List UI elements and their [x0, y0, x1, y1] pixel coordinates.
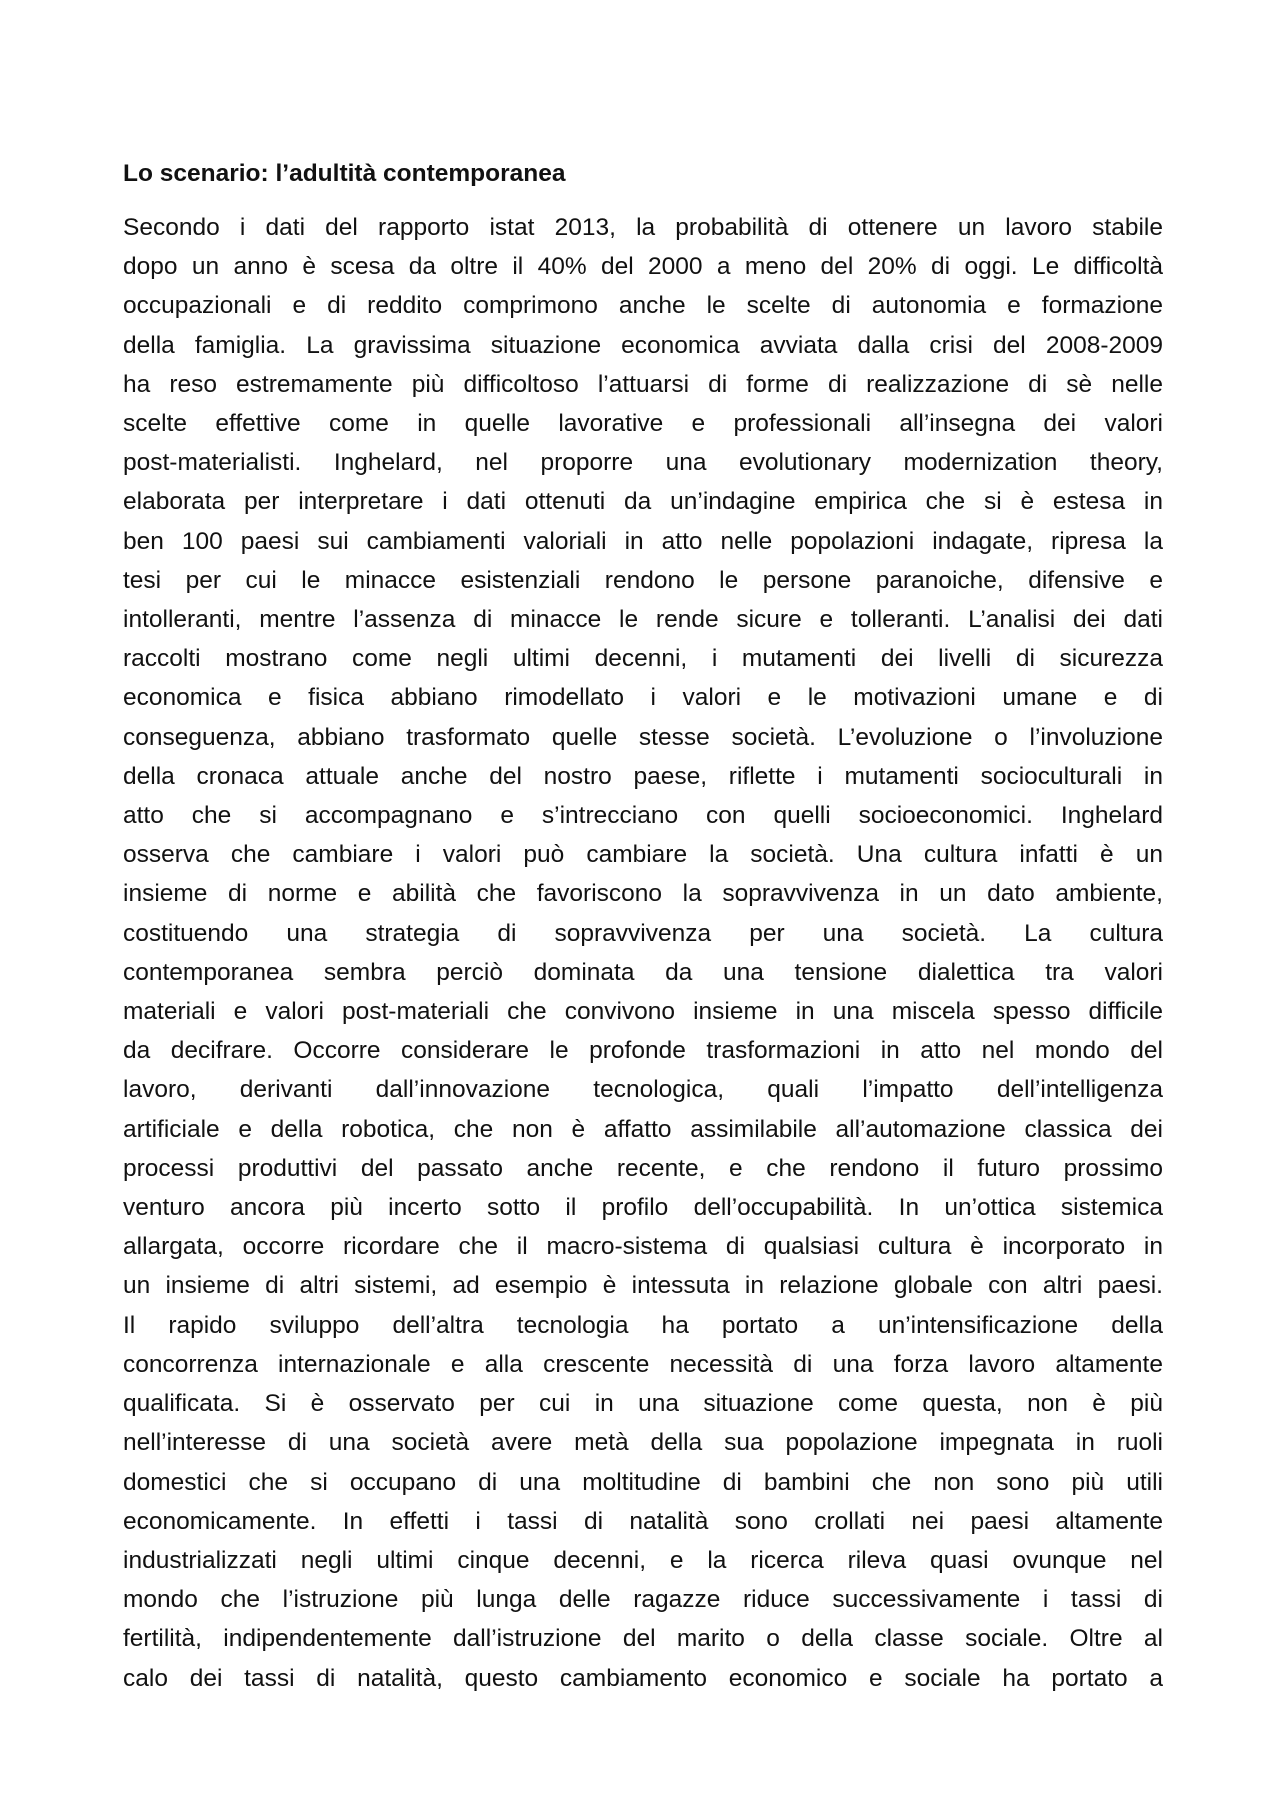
text-line: processi produttivi del passato anche recente, e che rendono il futuro prossimo: [123, 1154, 1163, 1182]
section-title: Lo scenario: l’adultità contemporanea: [123, 160, 566, 187]
text-line: intolleranti, mentre l’assenza di minacce le rende sicure e tolleranti. L’analisi dei dati: [123, 606, 1163, 634]
text-line: economica e fisica abbiano rimodellato i valori e le motivazioni umane e di: [123, 684, 1163, 712]
text-line: atto che si accompagnano e s’intrecciano con quelli socioeconomici. Inghelard: [123, 802, 1163, 830]
text-line: tesi per cui le minacce esistenziali rendono le persone paranoiche, difensive e: [123, 566, 1163, 594]
text-line: qualificata. Si è osservato per cui in una situazione come questa, non è più: [123, 1390, 1163, 1418]
text-line: economicamente. In effetti i tassi di natalità sono crollati nei paesi altamente: [123, 1507, 1163, 1535]
text-line: dopo un anno è scesa da oltre il 40% del 2000 a meno del 20% di oggi. Le difficoltà: [123, 253, 1163, 281]
text-line: materiali e valori post-materiali che convivono insieme in una miscela spesso difficile: [123, 998, 1163, 1026]
text-line: industrializzati negli ultimi cinque decenni, e la ricerca rileva quasi ovunque nel: [123, 1546, 1163, 1574]
text-line: lavoro, derivanti dall’innovazione tecnologica, quali l’impatto dell’intelligenza: [123, 1076, 1163, 1104]
body-paragraph: [123, 208, 1163, 1698]
text-line: insieme di norme e abilità che favoriscono la sopravvivenza in un dato ambiente,: [123, 880, 1163, 908]
text-line: mondo che l’istruzione più lunga delle ragazze riduce successivamente i tassi di: [123, 1586, 1163, 1614]
text-line: Il rapido sviluppo dell’altra tecnologia ha portato a un’intensificazione della: [123, 1311, 1163, 1339]
text-line: raccolti mostrano come negli ultimi decenni, i mutamenti dei livelli di sicurezza: [123, 645, 1163, 673]
document-page: [123, 154, 1163, 1698]
text-line: della famiglia. La gravissima situazione economica avviata dalla crisi del 2008-2009: [123, 331, 1163, 359]
text-line: domestici che si occupano di una moltitudine di bambini che non sono più utili: [123, 1468, 1163, 1496]
text-line: conseguenza, abbiano trasformato quelle stesse società. L’evoluzione o l’involuzione: [123, 723, 1163, 751]
text-line: post-materialisti. Inghelard, nel proporre una evolutionary modernization theory,: [123, 449, 1163, 477]
text-line: occupazionali e di reddito comprimono anche le scelte di autonomia e formazione: [123, 292, 1163, 320]
text-line: artificiale e della robotica, che non è affatto assimilabile all’automazione classica dei: [123, 1115, 1163, 1143]
text-line: Secondo i dati del rapporto istat 2013, la probabilità di ottenere un lavoro stabile: [123, 214, 1163, 241]
text-line: calo dei tassi di natalità, questo cambiamento economico e sociale ha portato a: [123, 1664, 1163, 1692]
text-line: un insieme di altri sistemi, ad esempio è intessuta in relazione globale con altri paesi.: [123, 1272, 1163, 1300]
text-line: fertilità, indipendentemente dall’istruzione del marito o della classe sociale. Oltre al: [123, 1625, 1163, 1653]
text-line: contemporanea sembra perciò dominata da una tensione dialettica tra valori: [123, 958, 1163, 986]
text-line: osserva che cambiare i valori può cambiare la società. Una cultura infatti è un: [123, 841, 1163, 869]
text-line: venturo ancora più incerto sotto il profilo dell’occupabilità. In un’ottica sistemica: [123, 1194, 1163, 1222]
text-line: concorrenza internazionale e alla crescente necessità di una forza lavoro altamente: [123, 1350, 1163, 1378]
text-line: scelte effettive come in quelle lavorative e professionali all’insegna dei valori: [123, 410, 1163, 438]
text-line: ben 100 paesi sui cambiamenti valoriali in atto nelle popolazioni indagate, ripresa la: [123, 527, 1163, 555]
text-line: nell’interesse di una società avere metà della sua popolazione impegnata in ruoli: [123, 1429, 1163, 1457]
text-line: da decifrare. Occorre considerare le profonde trasformazioni in atto nel mondo del: [123, 1037, 1163, 1065]
text-line: allargata, occorre ricordare che il macro-sistema di qualsiasi cultura è incorporato in: [123, 1233, 1163, 1261]
text-line: elaborata per interpretare i dati ottenuti da un’indagine empirica che si è estesa in: [123, 488, 1163, 516]
text-line: della cronaca attuale anche del nostro paese, riflette i mutamenti socioculturali in: [123, 762, 1163, 790]
text-line: ha reso estremamente più difficoltoso l’attuarsi di forme di realizzazione di sè nelle: [123, 370, 1163, 398]
text-line: costituendo una strategia di sopravvivenza per una società. La cultura: [123, 919, 1163, 947]
